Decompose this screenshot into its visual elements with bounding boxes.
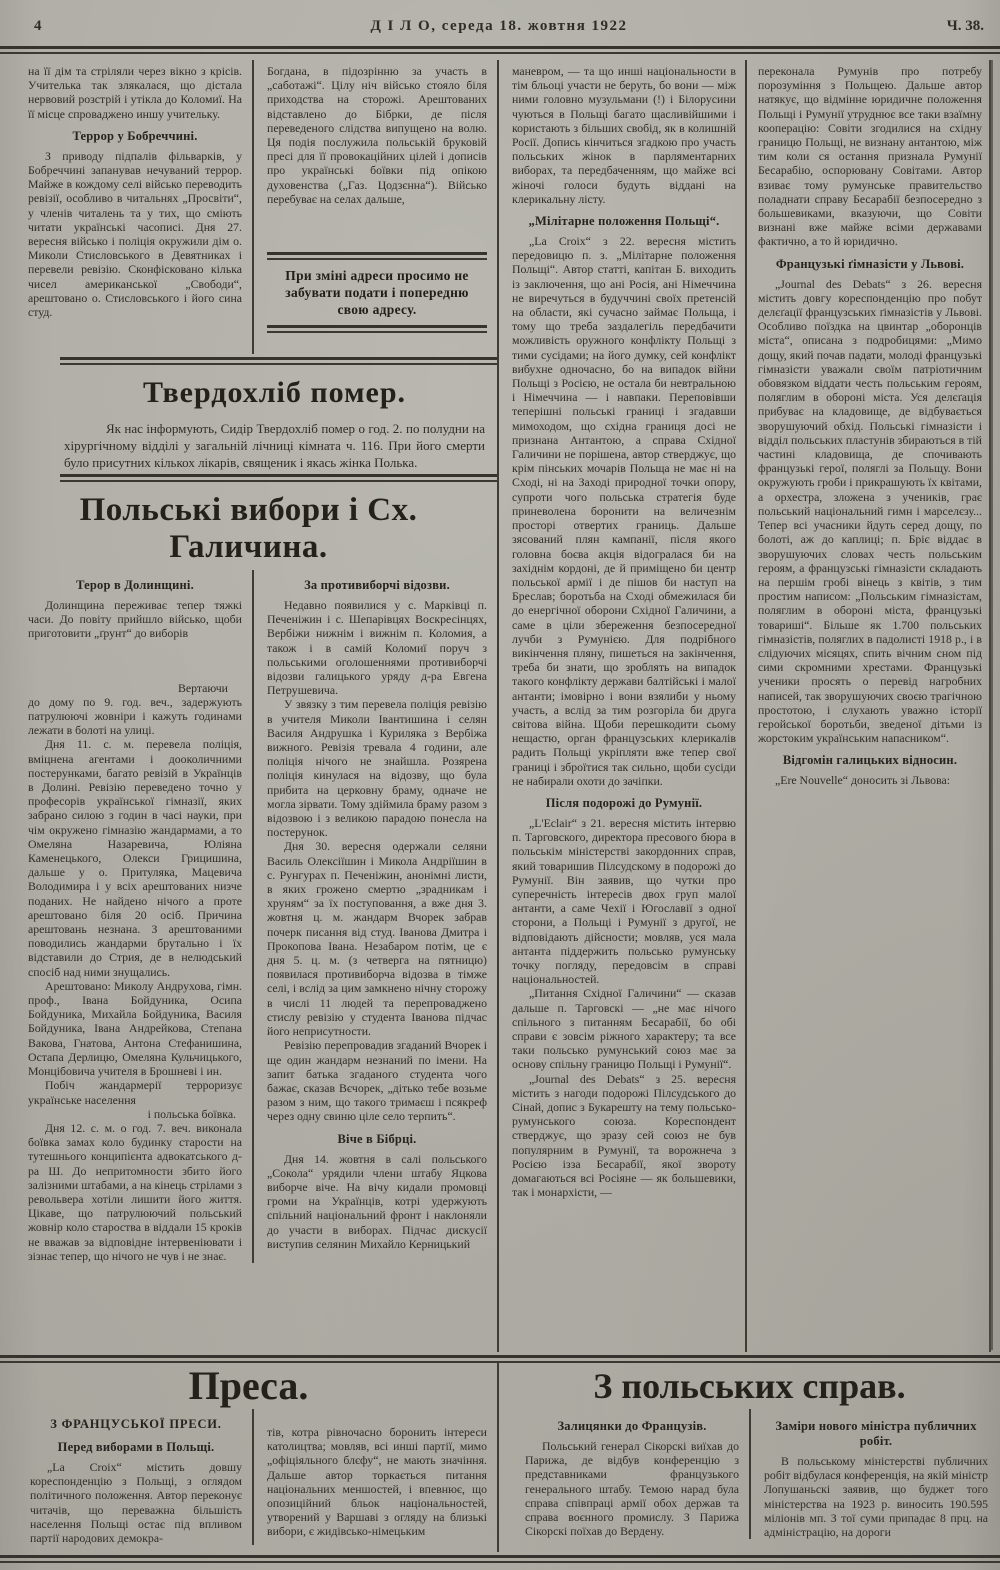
article-subhead: Віче в Бібрці.	[337, 1131, 417, 1146]
article-paragraph: Як нас інформують, Сидір Твердохліб помер о год. 2. по полудни на хірургічному відділі у загальній лічниці кімната ч. 116. При його смерти було присутних кількох лікарів, священик і якась жінка Полька.	[64, 421, 485, 470]
presa-column-2	[252, 1409, 497, 1545]
presa-column-1	[0, 1409, 252, 1545]
issue-number: Ч. 38.	[946, 18, 984, 34]
article-paragraph: Вертаючи до дому по 9. год. веч., задержують патрулюючі жовніри і кажуть годинами лежати в болоті на улиці.	[28, 680, 242, 738]
article-paragraph: і польська боївка.	[147, 1106, 236, 1121]
section-headline: Преса.	[188, 1363, 309, 1408]
article-paragraph: У звязку з тим перевела поліція ревізію в учителя Миколи Івантишина і селян Василя Андрушка і Куриляка з Вербіжа вижного. Ревізія тревала 4 години, але поліція нічого не знайшла. Розярена поліція кинулася на відозву, що була прибита на церковну браму, одначе не могла зірвати. Тому здіймила браму разом з відозвою і з великою парадою понесла на постерунок.	[267, 697, 487, 840]
article-paragraph: „L'Eclair“ з 21. вересня містить інтервю п. Тарговского, директора пресового бюра в польськім міністерстві закордонних справ, який товаришив Пілсудскому в подорожі до Румунії. Він заявив, що чутки про суперечність інтересів двох груп малої антанти, а саме Чехії і Югославії з одної сторони, а Польщі і Румунії з другої, не відповідають дійсности; мовляв, уся мала антанта піддержить польсько румунську точку погляду, передовсім в справі національностей.	[512, 815, 736, 987]
notice-text: При зміні адреси просимо не забувати подати і попередню свою адресу.	[285, 268, 469, 318]
masthead-title: Д І Л О, середа 18. жовтня 1922	[370, 18, 628, 34]
article-paragraph: на її дім та стріляли через вікно з крісів. Учителька так злякалася, що дістала нервовий розстрій і утікла до Коломиї. На її місце спроваджено иншу учительку.	[28, 64, 242, 121]
article-subhead: Французькі ґімназісти у Львові.	[775, 256, 965, 271]
article-subhead: Після подорожі до Румунії.	[545, 795, 703, 810]
article-subhead: Заміри нового міністра публичних робіт.	[775, 1419, 977, 1448]
address-change-notice	[267, 252, 487, 333]
article-tverdokhlib	[0, 368, 497, 471]
column-3	[497, 60, 745, 1352]
article-paragraph: Дня 12. с. м. о год. 7. веч. виконала боївка замах коло будинку старости на тутешнього конципієнта адвокатського д-ра Ш. До непритомности збито його залізними штабами, а на кінець стрілами з револьвера хотіли лишити його життя. Цікаве, що патрулюючий польський жовнір коло староства в віддали 15 кроків не вважав за відповідне інтервеніювати і зізнає тепер, що нічого не чув і не знає.	[28, 1120, 242, 1263]
article-paragraph: Богдана, в підозрінню за участь в „саботажі“. Цілу ніч військо стояло біля приходства на сторожі. Арештованих відставлено до Бібрки, де після переведеного слідства випущено на волю. Ця подія послужила польській бруковій пресі для її провокаційних цілей і дописів про українські боївки під опікою духовенства („Газ. Цодзєнна“). Військо перебуває на селах дальше,	[267, 64, 487, 206]
article-paragraph: Ревізію перепровадив згаданий Вчорек і ще один жандарм незнаний по імени. На запит батька згаданого студента чого бажає, сказав Вєчорек, „дітько тебе возьме разом з ним, що такого тримаєш і псякреф через одну свиню ціле село терпить“.	[267, 1038, 487, 1124]
article-subhead: Залицянки до Французів.	[557, 1419, 707, 1433]
polski-spravy-section	[497, 1363, 1000, 1552]
article-paragraph: Долинщина переживає тепер тяжкі часи. До повіту прийшло військо, щоби приготовити „ґрунт“ до виборів	[28, 598, 242, 641]
polski-spravy-column-1	[499, 1409, 749, 1539]
article-subhead: Терор в Долинщині.	[76, 578, 194, 592]
article-paragraph: Дня 14. жовтня в салі польського „Сокола“ урядили члени штабу Яцкова виборче віче. На вічу кидали промовці громи на Українців, котрі удержують спільний національний фронт і наклоняли до участи в виборах. Підчас дискусії виступив селянин Михайло Керницький	[267, 1151, 487, 1251]
article-paragraph: В польському міністерстві публичних робіт відбулася конференція, на якій міністр Лопушаньскі заявив, що буджет того міністерства на 1923 р. виносить 190.595 міліонів мп. З тої суми припадає 8 прц. на адміністрацію, на дороги	[764, 1454, 988, 1540]
article-paragraph: „Питання Східної Галичини“ — сказав дальше п. Тарговскі — „не має нічого спільного з питанням Бесарабії, бо обі справи є зовсім ріжного характеру; та все таки польсько румунський союз має за основу спільну границю Польщі і Румунії“.	[512, 986, 736, 1072]
masthead	[34, 18, 984, 35]
vybory-column-2	[252, 570, 497, 1263]
article-paragraph: переконала Румунів про потребу порозуміння з Польщею. Дальше автор натякує, що відмінне юридичне положення Польщі і Румунії утруднює все таки взаїмну кооперацію: Совіти згодилися на східну границю Польщі, не визнану антантою, між тим коли ся остання признала Румунії Бесарабію, оспорювану Совітами. Автор взиває тому румунське правительство поладнати справу Бесарабії безпосередно з большевиками, вказуючи, що Совіти визнані вже майже всіми державами фактично, а то й юридично.	[758, 64, 982, 249]
left-half	[0, 60, 497, 1352]
masthead-rule	[0, 46, 1000, 54]
column-4	[745, 60, 991, 1352]
article-paragraph: Недавно появилися у с. Марківці п. Печеніжин і с. Шепарівцях Воскресінцях, Вербіжи нижнім і вижнім п. Коломия, а також і в самій Коломиї поруч з польськими оголошеннями противиборчі відозви галицького уряду д-ра Евгена Петрушевича.	[267, 598, 487, 698]
article-paragraph: Польський генерал Сікорскі виїхав до Парижа, де відбув конференцію з представниками французького генерального штабу. Темою нарад була справа співпраці армії обох держав та справа воєнного промислу. З Парижа Сікорскі поїхав до Вердену.	[525, 1439, 740, 1539]
article-subhead: Перед виборами в Польщі.	[57, 1440, 215, 1454]
article-paragraph: Побіч жандармерії терроризує українське населення	[28, 1078, 242, 1107]
article-paragraph: „La Croix“ з 22. вересня містить передовицю п. з. „Мілітарне положення Польщі“. Автор статті, капітан Б. виходить із заключення, що ані Росія, ані Німеччина не виречуться в будуччині своїх претенсій на области, які сучасно займає Польща, і тому що треба заздалегіль передбачити можливість оружного конфлікту Польщі з тими сусідами; на його думку, сей конфлікт вибухне одночасно, бо на випадок війни Польщі з Росією, не остала би невтральною і Німеччина — і навпаки. Переповівши теперішні польські границі і згадавши мимоходом, що східна границя досі не признана Антантою, а справа Східної Галичини не порішена, автор стверджує, що крім пінських мочарів Польща не має ні на Сході, ні на Заході природної точки опору, супроти чого польська стратегія буде приневолена боронити на величезнім просторі отвертих границь. Дальше зясований плян кампанії, після якого головна боєва акція відогралася би на західнім кордоні, де й приміщено би центр польської армії і де пішов би наступ на Бреслав; боротьба на Сході обмежилася би до енергічної оборони Східної Галичини, а саме в ціли збереження безпосередної лучби з Румунією. Для подрібного викінчення пляну, пишеться на закінчення, треба би знати, що зроблять на випадок такого конфлікту держави балтійські і малої антанти; імовірно і вони взялиби у ньому участь, а вслід за тим розгоріла би друга світова війна. Щоби перешкодити сьому нещастю, орган французських клерикалів радить Польщі укріпляти вже тепер свої границі і зброїтися так сильно, щоби сусіди не набирали охоти до зачіпки.	[512, 234, 736, 788]
article-paragraph: „La Croix“ містить довшу кореспонденцію з Польщі, з оглядом політичного положення. Автор переконує читачів, що переважна більшість населення Польщі остає під впливом партії народових демокра-	[30, 1460, 242, 1546]
article-subhead: За противиборчі відозви.	[304, 578, 450, 592]
article-paragraph: „Journal des Debats“ з 25. вересня містить з нагоди подорожі Пілсудського до Сінай, допис з Букарешту на тему польсько-румунського союза. Кореспондент стверджує, що зразу сей союз не був популярним в Румунії, та ворожнеча з Росією ізза Бесарабії, якої звороту домагаються всі Росіяне — як большевики, так і монархісти, —	[512, 1071, 736, 1200]
polski-spravy-column-2	[749, 1409, 1000, 1539]
article-paragraph: маневром, — та що инші національности в тім бльоці участи не беруть, бо вони — між ними головно музульмани (!) і Білорусини чуються в Польщі багато щасливійшими і користають з більших свобід, як в колишній Росії. Допись кінчиться згадкою про участь польських жінок в парляментарних виборах, та передбаченням, що майже всі жіночі голоси будуть віддані на клерикальну лісту.	[512, 64, 736, 206]
notice-rule-top	[267, 252, 487, 260]
vybory-column-1	[0, 570, 252, 1263]
polski-spravy-columns	[499, 1409, 1000, 1539]
bottom-section-rule	[0, 1355, 1000, 1363]
section-headline: З польських справ.	[593, 1366, 906, 1406]
section-headline: Польські вибори і Сх. Галичина.	[79, 492, 418, 565]
article-subhead: „Мілітарне положення Польщі“.	[528, 214, 720, 229]
article-paragraph: тів, котра рівночасно боронить інтереси католицтва; мовляв, всі инші партії, мимо „офіціяльного блєфу“, не мають значіння. Дальше автор торкається питання національних меншостей, і впевнює, що опозиційний бльок національностей, утворений у Варшаві з огляду на близькі вибори, є жидівсько-німецьким	[267, 1425, 487, 1539]
presa-section	[0, 1363, 497, 1552]
article-paragraph: Арештовано: Миколу Андрухова, гімн. проф., Івана Бойдуника, Осипа Бойдуника, Михайла Бойдуника, Василя Бойдуника, Івана Андрейкова, Степана Вакова, Гнатова, Антона Стефанишина, Остапа Дерлицю, Омеляна Кульчицького, Монцібовича учителя в Брошневі і ин.	[28, 978, 242, 1079]
article-paragraph: „Journal des Debats“ з 26. вересня містить довгу кореспонденцію про побут делєґації французських ґімназістів у Львові. Особливо поїздка на цвинтар „оборонців міста“, описана з подробицями: „Мимо дощу, який почав падати, молоді французькі гімназісти уважали своїм патріотичним обовязком віддати честь польським героям, поляглим в обороні міста. Уся делєґація прибуває на кладовище, де відбувається зворушуючий обхід. Польські гімназісти і відділ польських пластунів збираються в тій частині кладовища, де спочивають французькі герої, поляглі за Польщу. Вони окружують гроби і прикрашують їх квітами, а орхестра, зложена з учеників, грає польський національний гимн і марселєзу... Тепер всі учасники йдуть серед дощу, по болоті, аж до каплиці; п. Бріє віддає в зворушуючих словах честь польським героям, а французські гімназісти складають на першім гробі вінець з квітів, з тим простим написом: „Польським гімназістам, поляглим в обороні міста, французькі товариші“. Більше як 1.700 польських гімназістів, поляглих в падолисті 1918 р., і в слідуючих місяцях, спить вічним сном під сими скромними хрестами. Французькі ученики просять о перевід нагробних написей, так зворушуючих своєю трагічною простотою, і слухають уважно історії геройської боротьби, зведеної дітьми із жорстоким українським напасником“.	[758, 276, 982, 746]
article-paragraph: Дня 30. вересня одержали селяни Василь Олексіїшин і Микола Андріїшин в с. Рунгурах п. Печеніжин, анонімні листи, в яких грожено смертю „зрадникам і хруням“ за їх поступовання, а вже дня 3. жовтня ц. м. жандарм Вчорек забрав почерк писання від студ. Іванова Дмитра і Прокопова Івана. Незабаром потім, це є дня 5. ц. м. (з четверга на пятницю) появилася противиборча відозва в тімже селі, і вслід за цим замкнено нічну сторожу в числі 11 людей та перепроваджено стислу ревізію у студента Іванова підчас його неприсутности.	[267, 839, 487, 1039]
article-paragraph: „Ere Nouvelle“ доносить зі Львова:	[775, 773, 951, 788]
notice-rule-bottom	[267, 325, 487, 333]
article-headline: Твердохліб помер.	[142, 376, 407, 409]
top-column-1	[0, 60, 252, 354]
presa-columns	[0, 1409, 497, 1545]
page-number: 4	[34, 18, 42, 34]
article-subhead: Відгомін галицьких відносин.	[782, 753, 958, 768]
section-rule	[60, 357, 497, 365]
top-row	[0, 60, 497, 354]
bottom-sections	[0, 1363, 1000, 1552]
page-edge-line	[991, 60, 993, 1350]
vybory-columns	[0, 570, 497, 1263]
page-bottom-rule	[0, 1555, 1000, 1563]
article-paragraph: З приводу підпалів фільварків, у Бобреччині запанував нечуваний террор. Майже в кождому селі військо переводить ревізії, особливо в читальнях „Просвіти“, у членів читалень та у тих, що сміють читати українські часописі. Дня 27. вересня військо і поліція окружили дім о. Миколи Стисловського в Девятниках і перевели ревізію. Сконфісковано кілька чисел американської „Свободи“, арештовано о. Стисловського і його сина студ.	[28, 148, 242, 320]
article-paragraph: Дня 11. с. м. перевела поліція, вміцнена агентами і дооколичними постерунками, багато ревізій в Українців в Долині. Ревізію переведено точно у професорів української гімназії, яких забрано силою з годин в часі науки, при чім окружено гімназію жандармами, а то Омеляна Назаревича, Юліяна Каменецького, Олекси Грицишина, дальше у о. Притуляка, Мацевича Володимира і у всіх арештованих низче поданих. Не найдено нічого а проте арештовано біля 20 осіб. Причина арештовань незнана. З арештованими поводились жандарми брутально і їх відставили до Стрия, де в нелюдський спосіб над ними знущались.	[28, 737, 242, 979]
section-kicker: З ФРАНЦУСЬКОЇ ПРЕСИ.	[50, 1417, 222, 1431]
top-column-2	[252, 60, 497, 354]
article-subhead: Террор у Бобреччині.	[72, 128, 198, 143]
section-rule	[60, 474, 497, 482]
